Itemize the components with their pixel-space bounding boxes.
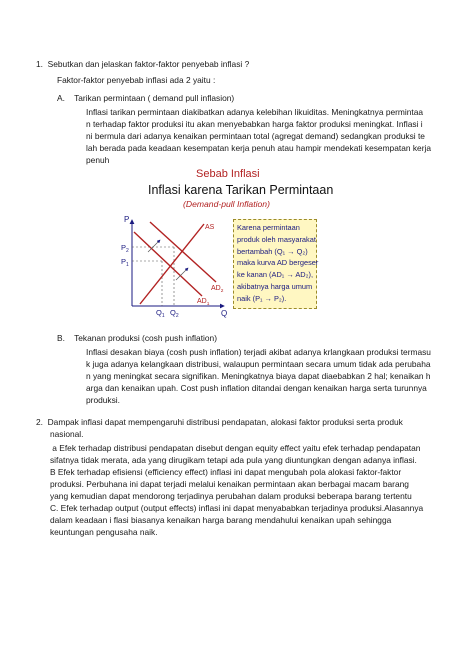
as-curve bbox=[140, 224, 204, 304]
figure-title: Sebab Inflasi bbox=[196, 168, 260, 180]
p-axis-label: P bbox=[124, 215, 130, 224]
note-line: naik (P₁ → P₂). bbox=[237, 293, 287, 303]
ad1-curve bbox=[134, 232, 202, 296]
note-line: produk oleh masyarakat bbox=[237, 234, 316, 244]
note-line: bertambah (Q₁ → Q₂) bbox=[237, 246, 308, 256]
question-2-line: a Efek terhadap distribusi pendapatan disebut dengan equity effect yaitu efek terhadap pendapatan bbox=[36, 443, 421, 453]
question-2-line: nasional. bbox=[36, 429, 84, 439]
ad2-label: $AD_2$ bbox=[211, 285, 224, 294]
question-2-line: 2. Dampak inflasi dapat mempengaruhi distribusi pendapatan, alokasi faktor produksi serta produk bbox=[36, 417, 403, 427]
q2-label: $Q_2$ bbox=[170, 308, 179, 319]
question-2-line: B Efek terhadap efisiensi (efficiency effect) inflasi ini dapat mengubah pola alokasi faktor-faktor bbox=[36, 467, 402, 477]
note-line: ke kanan (AD₁ → AD₂), bbox=[237, 270, 314, 280]
note-line: Karena permintaan bbox=[237, 223, 300, 232]
ad1-label: $AD_1$ bbox=[197, 298, 210, 307]
question-2-line: sifatnya tidak merata, ada yang dirugikam tetapi ada pula yang diuntungkan dengan adanya inflasi. bbox=[36, 455, 417, 465]
intro-text: Faktor-faktor penyebab inflasi ada 2 yaitu : bbox=[57, 75, 216, 85]
q1-label: $Q_1$ bbox=[156, 308, 165, 319]
p1-label: $P_1$ bbox=[121, 257, 129, 268]
section-a-line: lah berada pada keadaan kesempatan kerja penuh atau hampir mendekati kesempatan kerja bbox=[86, 143, 431, 153]
q-axis-label: Q bbox=[221, 309, 228, 318]
section-b-line: k juga adanya kelangkaan distribusi, walaupun permintaan secara umum tidak ada perubaha bbox=[86, 359, 431, 369]
section-a-line: Inflasi tarikan permintaan diakibatkan adanya kelebihan likuiditas. Meningkatnya permintaa bbox=[86, 107, 424, 117]
question-2-line: yang kemudian dapat mendorong terjadinya perubahan dalam produksi beberapa barang tertentu bbox=[36, 491, 412, 501]
section-b-line: arga dan kenaikan upah. Cost push inflation ditandai dengan kenaikan harga serta turunnya bbox=[86, 383, 427, 393]
section-a-line: penuh bbox=[86, 155, 110, 165]
question-2-line: produksi. Perbuhana ini dapat terjadi melalui kenaikan permintaan akan berbagai macam barang bbox=[36, 479, 409, 489]
as-label: AS bbox=[205, 224, 215, 231]
section-a-line: ni bermula dari adanya kenaikan permintaan total (agregat demand) sedangkan produksi te bbox=[86, 131, 425, 141]
section-b-heading: B. Tekanan produksi (cosh push inflation) bbox=[57, 333, 217, 343]
explanation-note bbox=[233, 219, 317, 309]
section-b-line: produksi. bbox=[86, 395, 120, 405]
section-b-line: n yang meningkat secara signifikan. Meningkatnya biaya dapat diaebabkan 2 hal; kenaikan h bbox=[86, 371, 431, 381]
p2-label: $P_2$ bbox=[121, 243, 129, 254]
section-b-line: Inflasi desakan biaya (cosh push inflation) terjadi akibat adanya krlangkaan produksi termasu bbox=[86, 347, 431, 357]
question-1: 1. Sebutkan dan jelaskan faktor-faktor penyebab inflasi ? bbox=[36, 59, 250, 69]
section-a-heading: A. Tarikan permintaan ( demand pull inflasion) bbox=[57, 93, 235, 103]
question-2-line: dalam keadaan i flasi biasanya kenaikan harga barang mendahului kenaikan upah sehingga bbox=[36, 515, 392, 525]
supply-demand-diagram bbox=[118, 210, 238, 320]
figure-subtitle: Inflasi karena Tarikan Permintaan bbox=[148, 183, 334, 197]
question-2-line: C. Efek terhadap output (output effects) inflasi ini dapat menyababkan terjadinya produksi.Alasannya bbox=[36, 503, 424, 513]
note-line: akibatnya harga umum bbox=[237, 281, 313, 291]
question-2-line: keuntungan pengusaha naik. bbox=[36, 527, 158, 537]
section-a-line: n terhadap faktor produksi itu akan menyebabkan harga faktor produksi meningkat. Inflasi i bbox=[86, 119, 423, 129]
figure-caption: (Demand-pull Inflation) bbox=[183, 199, 270, 209]
note-line: maka kurva AD bergeser bbox=[237, 258, 319, 268]
